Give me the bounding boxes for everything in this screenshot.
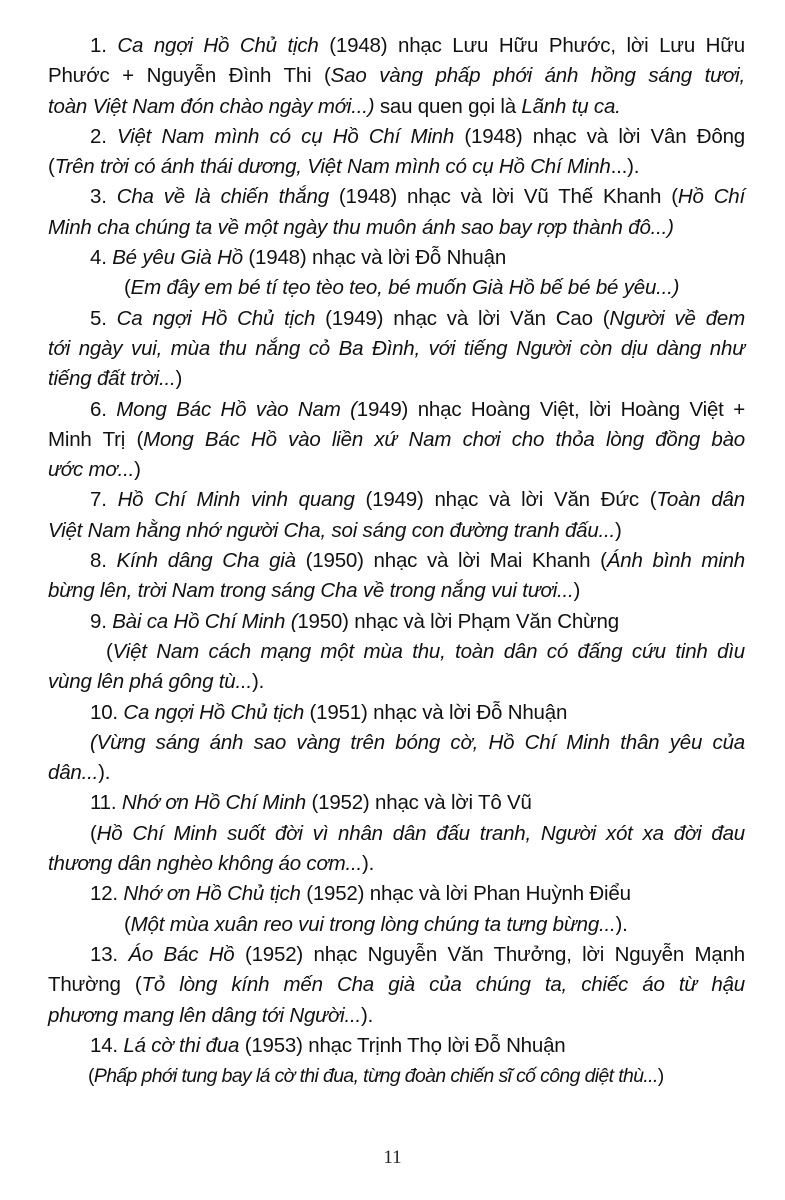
italic-run: Nhớ ơn Hồ Chí Minh [121,791,306,815]
text-line [48,758,745,788]
text-run: (1952) nhạc và lời Tô Vũ [306,791,532,815]
text-line [48,425,745,455]
text-line [48,364,745,394]
text-run: ). [362,852,375,876]
text-line [48,910,745,940]
text-run: 6. [90,397,117,421]
text-run: 12. [90,882,124,906]
italic-run: Áo Bác Hồ [128,942,235,966]
text-line [48,182,745,212]
italic-run: Em đây em bé tí tẹo tèo teo, bé muốn Già Hồ bế bé bé yêu...) [130,276,680,300]
text-run: sau quen gọi là [374,94,522,118]
text-run: 11. [90,791,122,815]
text-line [48,92,745,122]
text-run: 7. [90,488,118,512]
italic-run: tới ngày vui, mùa thu nắng cỏ Ba Đình, với tiếng Người còn dịu dàng như [48,336,745,360]
text-line [48,728,745,758]
text-run: Thường ( [48,973,142,997]
text-line [48,576,745,606]
italic-run: Việt Nam cách mạng một mùa thu, toàn dân có đấng cứu tinh dìu [112,639,745,663]
text-run: 5. [90,306,117,330]
text-line [48,516,745,546]
italic-run: Mong Bác Hồ vào liền xứ Nam chơi cho thỏa lòng đồng bào [143,427,745,451]
italic-run: Toàn dân [656,488,745,512]
text-line [48,1001,745,1031]
italic-run: Việt Nam mình có cụ Hồ Chí Minh [117,124,455,148]
italic-run: Ca ngợi Hồ Chủ tịch [117,34,319,57]
italic-run: Sao vàng phấp phới ánh hồng sáng tươi, [330,64,745,88]
italic-run: Lãnh tụ ca. [521,94,621,118]
text-run: ) [657,1065,664,1088]
text-line [48,849,745,879]
text-line [48,546,745,576]
text-run: (1949) nhạc và lời Văn Đức ( [354,488,657,512]
text-run: (1948) nhạc và lời Đỗ Nhuận [242,246,507,270]
text-line [48,788,745,818]
text-run: 2. [90,124,118,148]
text-run: ( [48,155,55,179]
text-run: Minh Trị ( [48,427,144,451]
italic-run: vùng lên phá gông tù... [48,670,252,694]
italic-run: Nhớ ơn Hồ Chủ tịch [123,882,301,906]
page-number: 11 [383,1147,402,1168]
text-run: ( [106,639,113,663]
text-line [48,61,745,91]
text-run: 4. [90,246,113,270]
italic-run: dân... [48,761,99,785]
italic-run: toàn Việt Nam đón chào ngày mới...) [48,94,375,118]
italic-run: Hồ Chí Minh suốt đời vì nhân dân đấu tranh, Người xót xa đời đau [96,821,745,845]
text-run: ...). [610,155,640,179]
text-line [48,243,745,273]
text-run: (1951) nhạc và lời Đỗ Nhuận [304,700,568,724]
italic-run: Một mùa xuân reo vui trong lòng chúng ta tưng bừng... [130,912,616,936]
text-run: (1952) nhạc và lời Phan Huỳnh Điểu [300,882,631,906]
italic-run: Lá cờ thi đua [123,1033,240,1057]
text-line [48,1061,745,1091]
text-line [48,940,745,970]
italic-run: Hồ Chí [677,185,745,209]
italic-run: Bài ca Hồ Chí Minh ( [112,609,298,633]
text-line [48,213,745,243]
text-run: (1948) nhạc Lưu Hữu Phước, lời Lưu Hữu [318,34,746,57]
italic-run: Cha về là chiến thắng [116,185,329,209]
text-line [48,667,745,697]
text-line [48,455,745,485]
text-line [48,304,745,334]
text-run: ( [124,276,131,300]
text-line [48,1031,745,1061]
text-run: (1949) nhạc và lời Văn Cao ( [315,306,610,330]
text-run: 9. [90,609,113,633]
text-run: ( [124,912,131,936]
text-line [48,122,745,152]
text-line [48,879,745,909]
italic-run: Người về đem [609,306,745,330]
text-run: 10. [90,700,124,724]
italic-run: bừng lên, trời Nam trong sáng Cha về trong nắng vui tươi... [48,579,574,603]
text-run: (1948) nhạc và lời Vân Đông [454,124,745,148]
text-line [48,395,745,425]
text-run: Phước + Nguyễn Đình Thi ( [48,64,331,88]
text-line [48,485,745,515]
italic-run: (Vừng sáng ánh sao vàng trên bóng cờ, Hồ Chí Minh thân yêu của [90,730,745,754]
text-run: ( [88,1065,94,1088]
italic-run: Việt Nam hằng nhớ người Cha, soi sáng con đường tranh đấu... [48,518,616,542]
song-list [48,31,745,1091]
text-run: ( [90,821,97,845]
text-run: ). [251,670,265,694]
text-line [48,637,745,667]
text-run: 3. [90,185,117,209]
italic-run: Kính dâng Cha già [116,549,296,573]
text-line [48,698,745,728]
text-run: (1950) nhạc và lời Mai Khanh ( [295,549,607,573]
text-run: 1950) nhạc và lời Phạm Văn Chừng [297,609,619,633]
italic-run: Tỏ lòng kính mến Cha già của chúng ta, chiếc áo từ hậu [141,973,745,997]
text-line [48,607,745,637]
text-run: ) [573,579,581,603]
text-run: 14. [90,1033,124,1057]
italic-run: Ca ngợi Hồ Chủ tịch [116,306,316,330]
italic-run: tiếng đất trời... [48,367,176,391]
italic-run: Ca ngợi Hồ Chủ tịch [123,700,305,724]
text-run: ) [134,458,141,482]
text-line [48,970,745,1000]
italic-run: Phấp phới tung bay lá cờ thi đua, từng đoàn chiến sĩ cố công diệt thù... [93,1065,658,1088]
text-line [48,819,745,849]
text-run: 8. [90,549,117,573]
italic-run: Ánh bình minh [606,549,745,573]
text-run: ). [360,1003,374,1027]
italic-run: Hồ Chí Minh vinh quang [117,488,355,512]
text-run: ). [98,761,111,785]
italic-run: Mong Bác Hồ vào Nam ( [116,397,357,421]
text-run: ) [615,518,622,542]
italic-run: thương dân nghèo không áo cơm... [48,852,363,876]
text-run: 1. [90,34,118,57]
italic-run: Bé yêu Già Hồ [112,246,243,270]
text-run: 1949) nhạc Hoàng Việt, lời Hoàng Việt + [356,397,745,421]
text-line [48,273,745,303]
text-run: 13. [90,942,129,966]
italic-run: Trên trời có ánh thái dương, Việt Nam mình có cụ Hồ Chí Minh [54,155,611,179]
italic-run: Minh cha chúng ta về một ngày thu muôn ánh sao bay rợp thành đô...) [48,215,674,239]
text-line [48,152,745,182]
text-run: ). [615,912,628,936]
text-run: ) [175,367,183,391]
text-line [48,31,745,61]
text-run: (1953) nhạc Trịnh Thọ lời Đỗ Nhuận [239,1033,566,1057]
text-run: (1948) nhạc và lời Vũ Thế Khanh ( [328,185,678,209]
italic-run: phương mang lên dâng tới Người... [48,1003,361,1027]
text-line [48,334,745,364]
italic-run: ước mơ... [48,458,135,482]
text-run: (1952) nhạc Nguyễn Văn Thưởng, lời Nguyễn Mạnh [234,942,745,966]
